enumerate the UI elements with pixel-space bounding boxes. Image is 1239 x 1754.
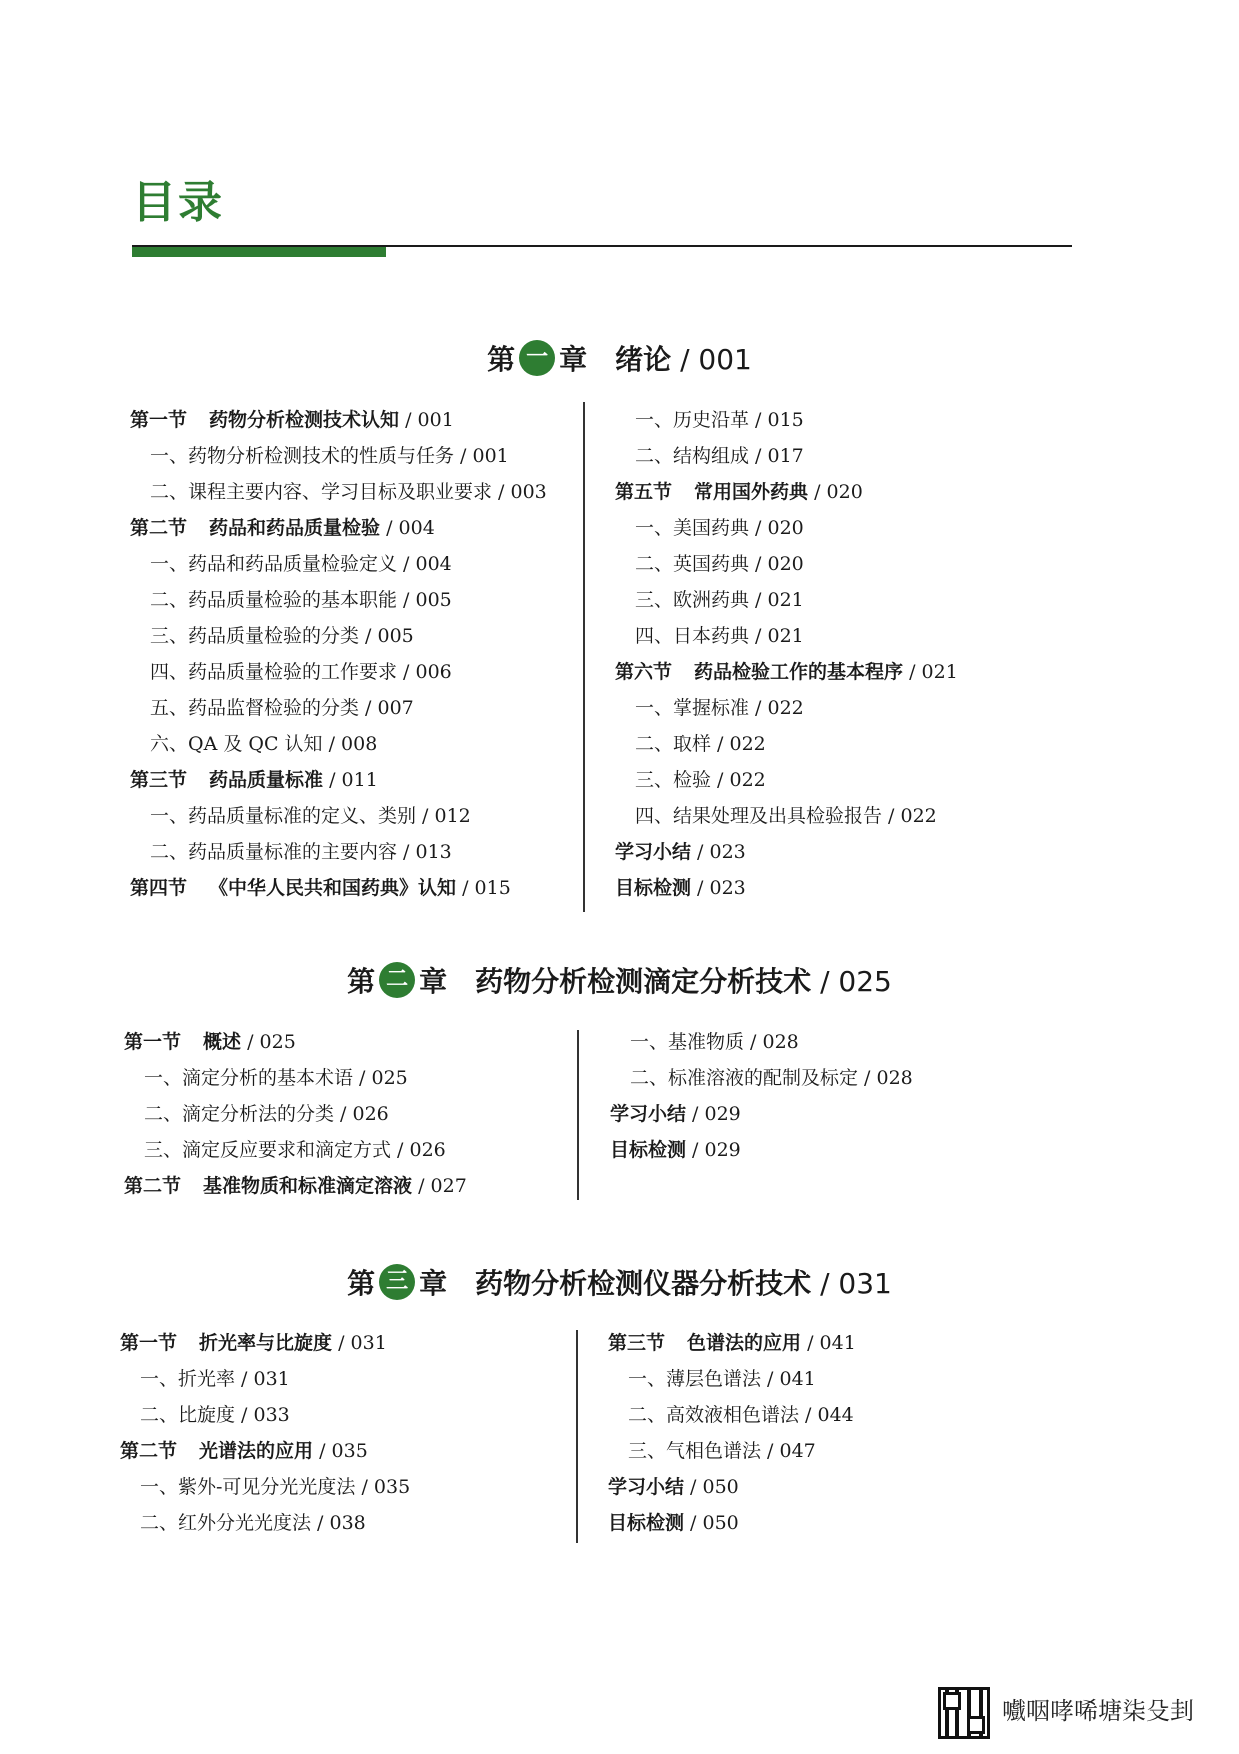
page-separator: / bbox=[808, 481, 827, 503]
toc-section-entry[interactable] bbox=[130, 510, 547, 546]
entry-title: 一、紫外-可见分光光度法 bbox=[140, 1476, 356, 1498]
toc-section-entry[interactable] bbox=[610, 1132, 913, 1168]
chapter-heading[interactable] bbox=[0, 1264, 1239, 1304]
entry-page: 033 bbox=[253, 1404, 290, 1426]
toc-item-entry[interactable] bbox=[120, 1361, 410, 1397]
toc-item-entry[interactable] bbox=[130, 690, 547, 726]
entry-title: 二、药品质量标准的主要内容 bbox=[150, 841, 398, 863]
entry-page: 022 bbox=[729, 769, 766, 791]
footer-text: 嚱咽哮唏塘柒殳刲 bbox=[1002, 1697, 1194, 1725]
section-label: 第二节 bbox=[130, 517, 188, 539]
page-separator: / bbox=[691, 877, 710, 899]
section-label: 第一节 bbox=[124, 1031, 182, 1053]
entry-title: 三、气相色谱法 bbox=[628, 1440, 762, 1462]
page-separator: / bbox=[811, 1267, 839, 1300]
toc-item-entry[interactable] bbox=[124, 1096, 467, 1132]
entry-page: 005 bbox=[377, 625, 414, 647]
page-separator: / bbox=[686, 1103, 705, 1125]
toc-item-entry[interactable] bbox=[615, 618, 958, 654]
entry-page: 012 bbox=[434, 805, 471, 827]
entry-title: 一、掌握标准 bbox=[635, 697, 750, 719]
toc-section-entry[interactable] bbox=[615, 654, 958, 690]
toc-section-entry[interactable] bbox=[608, 1469, 856, 1505]
column-divider bbox=[583, 402, 585, 912]
page-separator: / bbox=[749, 589, 768, 611]
entry-page: 017 bbox=[767, 445, 804, 467]
entry-title: 三、检验 bbox=[635, 769, 712, 791]
toc-item-entry[interactable] bbox=[615, 402, 958, 438]
page-separator: / bbox=[903, 661, 922, 683]
page-title: 目录 bbox=[132, 177, 224, 228]
toc-item-entry[interactable] bbox=[130, 546, 547, 582]
chapter-suffix: 章 bbox=[419, 965, 448, 998]
entry-page: 011 bbox=[341, 769, 378, 791]
entry-page: 015 bbox=[474, 877, 511, 899]
page-separator: / bbox=[397, 661, 416, 683]
entry-page: 023 bbox=[709, 841, 746, 863]
toc-section-entry[interactable] bbox=[608, 1505, 856, 1541]
page-separator: / bbox=[359, 625, 378, 647]
toc-column-left bbox=[124, 1024, 467, 1204]
chapter-number-badge: 二 bbox=[379, 962, 415, 998]
page-separator: / bbox=[671, 343, 699, 376]
toc-section-entry[interactable] bbox=[130, 402, 547, 438]
entry-title: 学习小结 bbox=[610, 1103, 687, 1125]
entry-title: 目标检测 bbox=[610, 1139, 687, 1161]
entry-title: 三、药品质量检验的分类 bbox=[150, 625, 360, 647]
entry-title: 一、药品质量标准的定义、类别 bbox=[150, 805, 417, 827]
entry-title: 二、标准溶液的配制及标定 bbox=[630, 1067, 859, 1089]
entry-title: 一、薄层色谱法 bbox=[628, 1368, 762, 1390]
entry-title: 《中华人民共和国药典》认知 bbox=[209, 877, 457, 899]
chapter-heading[interactable] bbox=[0, 962, 1239, 1002]
entry-page: 026 bbox=[352, 1103, 389, 1125]
entry-title: 学习小结 bbox=[608, 1476, 685, 1498]
entry-title: 二、结构组成 bbox=[635, 445, 750, 467]
toc-column-right bbox=[608, 1325, 856, 1541]
column-divider bbox=[576, 1330, 578, 1543]
chapter-title: 药物分析检测滴定分析技术 bbox=[475, 965, 812, 998]
entry-page: 020 bbox=[826, 481, 863, 503]
entry-title: 药品和药品质量检验 bbox=[209, 517, 381, 539]
page-separator: / bbox=[416, 805, 435, 827]
toc-item-entry[interactable] bbox=[615, 546, 958, 582]
toc-item-entry[interactable] bbox=[615, 510, 958, 546]
chapter-title: 药物分析检测仪器分析技术 bbox=[475, 1267, 812, 1300]
toc-section-entry[interactable] bbox=[124, 1168, 467, 1204]
toc-section-entry[interactable] bbox=[608, 1325, 856, 1361]
entry-page: 022 bbox=[767, 697, 804, 719]
entry-page: 004 bbox=[415, 553, 452, 575]
toc-item-entry[interactable] bbox=[130, 834, 547, 870]
chapter-page: 001 bbox=[698, 343, 752, 376]
entry-page: 025 bbox=[259, 1031, 296, 1053]
entry-title: 四、药品质量检验的工作要求 bbox=[150, 661, 398, 683]
entry-title: 一、药品和药品质量检验定义 bbox=[150, 553, 398, 575]
entry-page: 023 bbox=[709, 877, 746, 899]
entry-page: 026 bbox=[409, 1139, 446, 1161]
section-label: 第六节 bbox=[615, 661, 673, 683]
entry-page: 005 bbox=[415, 589, 452, 611]
page-separator: / bbox=[801, 1332, 820, 1354]
page-separator: / bbox=[749, 445, 768, 467]
entry-page: 003 bbox=[510, 481, 547, 503]
toc-item-entry[interactable] bbox=[615, 762, 958, 798]
page-separator: / bbox=[858, 1067, 877, 1089]
page-separator: / bbox=[313, 1440, 332, 1462]
page-separator: / bbox=[332, 1332, 351, 1354]
entry-title: 概述 bbox=[203, 1031, 242, 1053]
entry-title: 光谱法的应用 bbox=[199, 1440, 314, 1462]
entry-page: 028 bbox=[762, 1031, 799, 1053]
page-separator: / bbox=[391, 1139, 410, 1161]
toc-item-entry[interactable] bbox=[130, 726, 547, 762]
column-divider bbox=[577, 1030, 579, 1200]
page-separator: / bbox=[749, 409, 768, 431]
entry-title: 二、高效液相色谱法 bbox=[628, 1404, 800, 1426]
toc-section-entry[interactable] bbox=[120, 1433, 410, 1469]
page-separator: / bbox=[749, 553, 768, 575]
chapter-number-badge: 三 bbox=[379, 1264, 415, 1300]
entry-page: 022 bbox=[729, 733, 766, 755]
toc-item-entry[interactable] bbox=[124, 1060, 467, 1096]
chapter-prefix: 第 bbox=[487, 343, 516, 376]
entry-title: 一、美国药典 bbox=[635, 517, 750, 539]
entry-page: 027 bbox=[430, 1175, 467, 1197]
toc-item-entry[interactable] bbox=[615, 690, 958, 726]
entry-title: 四、结果处理及出具检验报告 bbox=[635, 805, 883, 827]
toc-item-entry[interactable] bbox=[610, 1024, 913, 1060]
entry-page: 050 bbox=[702, 1476, 739, 1498]
entry-page: 050 bbox=[702, 1512, 739, 1534]
entry-title: 一、折光率 bbox=[140, 1368, 236, 1390]
toc-item-entry[interactable] bbox=[130, 798, 547, 834]
page-separator: / bbox=[323, 769, 342, 791]
entry-page: 031 bbox=[253, 1368, 290, 1390]
toc-column-left bbox=[120, 1325, 410, 1541]
entry-page: 006 bbox=[415, 661, 452, 683]
page-separator: / bbox=[749, 625, 768, 647]
entry-page: 025 bbox=[371, 1067, 408, 1089]
entry-title: 二、红外分光光度法 bbox=[140, 1512, 312, 1534]
chapter-number-badge: 一 bbox=[519, 340, 555, 376]
toc-item-entry[interactable] bbox=[615, 726, 958, 762]
chapter-title: 绪论 bbox=[615, 343, 672, 376]
qr-code-icon bbox=[938, 1687, 990, 1739]
page-separator: / bbox=[761, 1440, 780, 1462]
entry-page: 021 bbox=[767, 589, 804, 611]
page-separator: / bbox=[380, 517, 399, 539]
entry-page: 021 bbox=[767, 625, 804, 647]
section-label: 第四节 bbox=[130, 877, 188, 899]
page-separator: / bbox=[744, 1031, 763, 1053]
toc-item-entry[interactable] bbox=[608, 1433, 856, 1469]
entry-title: 四、日本药典 bbox=[635, 625, 750, 647]
chapter-prefix: 第 bbox=[347, 1267, 376, 1300]
page-separator: / bbox=[684, 1512, 703, 1534]
entry-title: 三、滴定反应要求和滴定方式 bbox=[144, 1139, 392, 1161]
chapter-page: 025 bbox=[838, 965, 892, 998]
chapter-heading[interactable] bbox=[0, 340, 1239, 380]
entry-page: 044 bbox=[817, 1404, 854, 1426]
page-separator: / bbox=[241, 1031, 260, 1053]
entry-page: 004 bbox=[398, 517, 435, 539]
toc-column-right bbox=[610, 1024, 913, 1168]
toc-item-entry[interactable] bbox=[615, 438, 958, 474]
entry-page: 031 bbox=[350, 1332, 387, 1354]
entry-page: 015 bbox=[767, 409, 804, 431]
toc-item-entry[interactable] bbox=[130, 474, 547, 510]
entry-title: 二、课程主要内容、学习目标及职业要求 bbox=[150, 481, 493, 503]
entry-title: 一、基准物质 bbox=[630, 1031, 745, 1053]
entry-page: 007 bbox=[377, 697, 414, 719]
entry-title: 基准物质和标准滴定溶液 bbox=[203, 1175, 413, 1197]
toc-column-left bbox=[130, 402, 547, 906]
entry-page: 001 bbox=[417, 409, 454, 431]
page-separator: / bbox=[322, 733, 342, 755]
section-label: 第三节 bbox=[130, 769, 188, 791]
entry-title: 六、QA 及 QC 认知 bbox=[150, 733, 323, 755]
page-separator: / bbox=[397, 841, 416, 863]
section-label: 第一节 bbox=[120, 1332, 178, 1354]
entry-title: 二、比旋度 bbox=[140, 1404, 236, 1426]
chapter-page: 031 bbox=[838, 1267, 892, 1300]
entry-page: 020 bbox=[767, 517, 804, 539]
toc-item-entry[interactable] bbox=[610, 1060, 913, 1096]
page-separator: / bbox=[456, 877, 475, 899]
section-label: 第二节 bbox=[120, 1440, 178, 1462]
page-separator: / bbox=[799, 1404, 818, 1426]
entry-page: 001 bbox=[472, 445, 509, 467]
entry-title: 药品质量标准 bbox=[209, 769, 324, 791]
entry-title: 折光率与比旋度 bbox=[199, 1332, 333, 1354]
entry-page: 008 bbox=[341, 733, 378, 755]
toc-column-right bbox=[615, 402, 958, 906]
page-separator: / bbox=[397, 589, 416, 611]
page-separator: / bbox=[412, 1175, 431, 1197]
entry-page: 035 bbox=[373, 1476, 411, 1498]
toc-item-entry[interactable] bbox=[130, 618, 547, 654]
page-separator: / bbox=[711, 769, 730, 791]
page-separator: / bbox=[454, 445, 473, 467]
section-label: 第一节 bbox=[130, 409, 188, 431]
toc-item-entry[interactable] bbox=[608, 1397, 856, 1433]
toc-item-entry[interactable] bbox=[615, 582, 958, 618]
toc-section-entry[interactable] bbox=[610, 1096, 913, 1132]
page-separator: / bbox=[235, 1368, 254, 1390]
page-separator: / bbox=[686, 1139, 705, 1161]
page-separator: / bbox=[355, 1476, 374, 1498]
entry-page: 022 bbox=[900, 805, 937, 827]
entry-page: 038 bbox=[329, 1512, 366, 1534]
entry-title: 五、药品监督检验的分类 bbox=[150, 697, 360, 719]
section-label: 第二节 bbox=[124, 1175, 182, 1197]
toc-item-entry[interactable] bbox=[608, 1361, 856, 1397]
entry-title: 一、滴定分析的基本术语 bbox=[144, 1067, 354, 1089]
entry-page: 029 bbox=[704, 1103, 741, 1125]
toc-item-entry[interactable] bbox=[130, 438, 547, 474]
toc-section-entry[interactable] bbox=[130, 762, 547, 798]
entry-title: 二、英国药典 bbox=[635, 553, 750, 575]
toc-item-entry[interactable] bbox=[130, 654, 547, 690]
entry-title: 药品检验工作的基本程序 bbox=[694, 661, 904, 683]
entry-title: 学习小结 bbox=[615, 841, 692, 863]
page-separator: / bbox=[882, 805, 901, 827]
entry-page: 029 bbox=[704, 1139, 741, 1161]
entry-page: 020 bbox=[767, 553, 804, 575]
entry-title: 色谱法的应用 bbox=[687, 1332, 802, 1354]
title-accent-bar bbox=[132, 247, 386, 257]
toc-item-entry[interactable] bbox=[120, 1469, 410, 1505]
section-label: 第五节 bbox=[615, 481, 673, 503]
entry-title: 三、欧洲药典 bbox=[635, 589, 750, 611]
toc-section-entry[interactable] bbox=[615, 870, 958, 906]
toc-item-entry[interactable] bbox=[124, 1132, 467, 1168]
page-separator: / bbox=[334, 1103, 353, 1125]
entry-title: 二、取样 bbox=[635, 733, 712, 755]
toc-section-entry[interactable] bbox=[120, 1325, 410, 1361]
chapter-suffix: 章 bbox=[419, 1267, 448, 1300]
page-separator: / bbox=[749, 517, 768, 539]
entry-page: 041 bbox=[779, 1368, 816, 1390]
page-separator: / bbox=[397, 553, 416, 575]
entry-title: 目标检测 bbox=[615, 877, 692, 899]
toc-item-entry[interactable] bbox=[615, 798, 958, 834]
page-separator: / bbox=[235, 1404, 254, 1426]
entry-page: 041 bbox=[819, 1332, 856, 1354]
chapter-suffix: 章 bbox=[559, 343, 588, 376]
toc-section-entry[interactable] bbox=[130, 870, 547, 906]
section-label: 第三节 bbox=[608, 1332, 666, 1354]
page-separator: / bbox=[761, 1368, 780, 1390]
page-separator: / bbox=[359, 697, 378, 719]
entry-title: 一、药物分析检测技术的性质与任务 bbox=[150, 445, 455, 467]
toc-section-entry[interactable] bbox=[615, 834, 958, 870]
entry-page: 013 bbox=[415, 841, 452, 863]
page-separator: / bbox=[691, 841, 710, 863]
toc-item-entry[interactable] bbox=[120, 1505, 410, 1541]
entry-title: 药物分析检测技术认知 bbox=[209, 409, 400, 431]
page-separator: / bbox=[399, 409, 418, 431]
page-separator: / bbox=[684, 1476, 703, 1498]
chapter-prefix: 第 bbox=[347, 965, 376, 998]
entry-page: 047 bbox=[779, 1440, 816, 1462]
entry-page: 021 bbox=[921, 661, 958, 683]
toc-item-entry[interactable] bbox=[120, 1397, 410, 1433]
page-separator: / bbox=[749, 697, 768, 719]
toc-item-entry[interactable] bbox=[130, 582, 547, 618]
page-separator: / bbox=[492, 481, 511, 503]
page-separator: / bbox=[353, 1067, 372, 1089]
page-separator: / bbox=[711, 733, 730, 755]
entry-title: 二、滴定分析法的分类 bbox=[144, 1103, 335, 1125]
entry-page: 028 bbox=[876, 1067, 913, 1089]
entry-title: 二、药品质量检验的基本职能 bbox=[150, 589, 398, 611]
toc-section-entry[interactable] bbox=[124, 1024, 467, 1060]
toc-section-entry[interactable] bbox=[615, 474, 958, 510]
entry-title: 一、历史沿革 bbox=[635, 409, 750, 431]
page-separator: / bbox=[311, 1512, 330, 1534]
entry-title: 常用国外药典 bbox=[694, 481, 809, 503]
page-separator: / bbox=[811, 965, 839, 998]
entry-title: 目标检测 bbox=[608, 1512, 685, 1534]
entry-page: 035 bbox=[331, 1440, 368, 1462]
